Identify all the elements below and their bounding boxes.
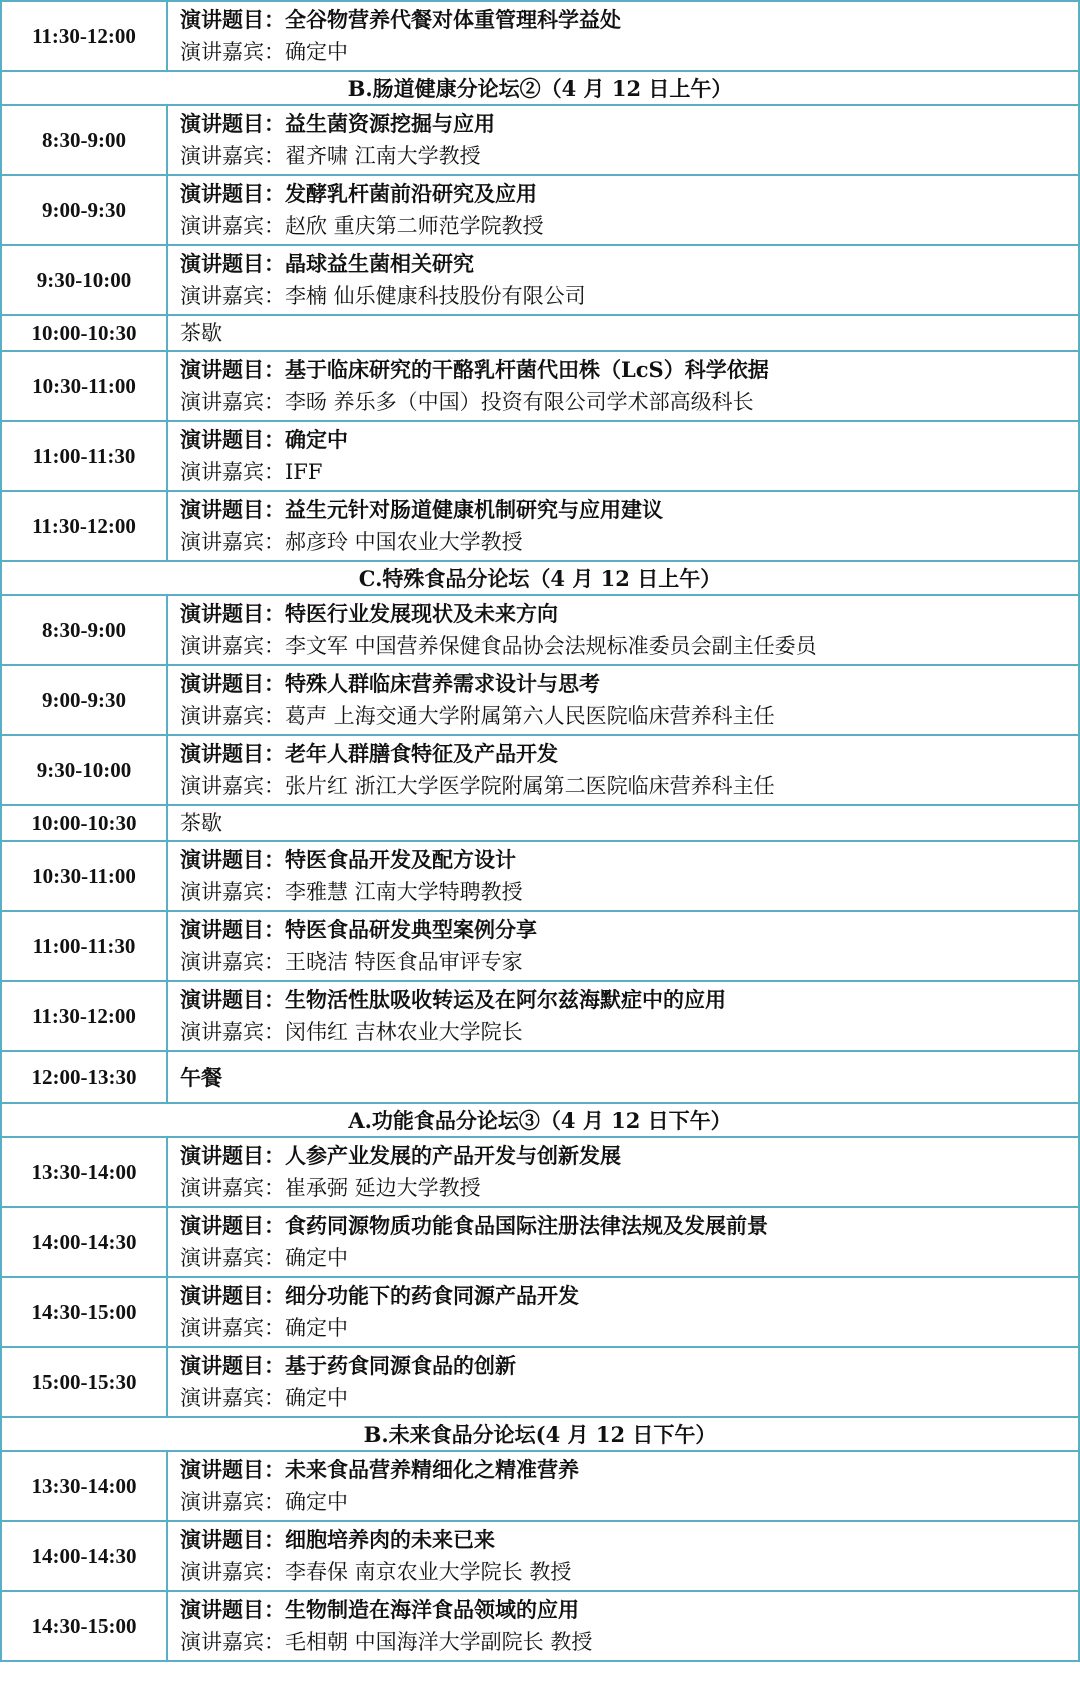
talk-speaker: 郝彦玲 中国农业大学教授 [285, 530, 523, 554]
time-slot: 11:30-12:00 [1, 981, 167, 1051]
talk-topic-line [180, 913, 1078, 946]
talk-speaker: 李文军 中国营养保健食品协会法规标准委员会副主任委员 [285, 634, 817, 658]
talk-speaker: 李雅慧 江南大学特聘教授 [285, 880, 523, 904]
talk-details [167, 245, 1079, 315]
talk-topic: 生物制造在海洋食品领域的应用 [285, 1597, 579, 1622]
lunch-row [1, 1051, 1079, 1103]
talk-topic-line [180, 247, 1078, 280]
talk-speaker: IFF [285, 460, 323, 484]
talk-speaker-line [180, 140, 1078, 173]
section-title: B.未来食品分论坛(4 月 12 日下午） [1, 1417, 1079, 1451]
talk-speaker: 李旸 养乐多（中国）投资有限公司学术部高级科长 [285, 390, 754, 414]
talk-row [1, 735, 1079, 805]
speaker-label: 演讲嘉宾： [180, 1020, 285, 1044]
topic-label: 演讲题目： [180, 601, 285, 626]
talk-row [1, 1207, 1079, 1277]
talk-speaker: 赵欣 重庆第二师范学院教授 [285, 214, 544, 238]
talk-topic-line [180, 493, 1078, 526]
speaker-label: 演讲嘉宾： [180, 1246, 285, 1270]
talk-row [1, 421, 1079, 491]
topic-label: 演讲题目： [180, 1143, 285, 1168]
time-slot: 10:30-11:00 [1, 841, 167, 911]
talk-speaker: 闵伟红 吉林农业大学院长 [285, 1020, 523, 1044]
talk-topic: 确定中 [285, 427, 348, 452]
talk-topic: 老年人群膳食特征及产品开发 [285, 741, 558, 766]
time-slot: 13:30-14:00 [1, 1451, 167, 1521]
talk-speaker-line [180, 1016, 1078, 1049]
talk-details [167, 1277, 1079, 1347]
time-slot: 9:30-10:00 [1, 735, 167, 805]
time-slot: 10:00-10:30 [1, 805, 167, 841]
talk-details [167, 1207, 1079, 1277]
topic-label: 演讲题目： [180, 497, 285, 522]
talk-speaker-line [180, 1312, 1078, 1345]
time-slot: 15:00-15:30 [1, 1347, 167, 1417]
topic-label: 演讲题目： [180, 427, 285, 452]
topic-label: 演讲题目： [180, 1527, 285, 1552]
time-slot: 8:30-9:00 [1, 105, 167, 175]
topic-label: 演讲题目： [180, 1597, 285, 1622]
talk-speaker-line [180, 526, 1078, 559]
talk-details [167, 981, 1079, 1051]
section-header-row [1, 1417, 1079, 1451]
talk-details [167, 421, 1079, 491]
talk-speaker-line [180, 1382, 1078, 1415]
talk-row [1, 245, 1079, 315]
topic-label: 演讲题目： [180, 7, 285, 32]
talk-speaker: 确定中 [285, 1386, 348, 1410]
talk-topic: 特医行业发展现状及未来方向 [285, 601, 558, 626]
section-header-row [1, 71, 1079, 105]
talk-details [167, 1521, 1079, 1591]
topic-label: 演讲题目： [180, 1213, 285, 1238]
talk-topic-line [180, 1523, 1078, 1556]
talk-topic-line [180, 843, 1078, 876]
time-slot: 10:00-10:30 [1, 315, 167, 351]
talk-details [167, 351, 1079, 421]
time-slot: 11:30-12:00 [1, 1, 167, 71]
topic-label: 演讲题目： [180, 917, 285, 942]
topic-label: 演讲题目： [180, 1283, 285, 1308]
talk-speaker-line [180, 876, 1078, 909]
time-slot: 9:30-10:00 [1, 245, 167, 315]
talk-speaker: 李春保 南京农业大学院长 教授 [285, 1560, 572, 1584]
section-title: A.功能食品分论坛③（4 月 12 日下午） [1, 1103, 1079, 1137]
talk-details [167, 1137, 1079, 1207]
speaker-label: 演讲嘉宾： [180, 774, 285, 798]
talk-topic: 晶球益生菌相关研究 [285, 251, 474, 276]
talk-topic-line [180, 1279, 1078, 1312]
talk-topic-line [180, 1209, 1078, 1242]
talk-speaker: 张片红 浙江大学医学院附属第二医院临床营养科主任 [285, 774, 775, 798]
speaker-label: 演讲嘉宾： [180, 1386, 285, 1410]
speaker-label: 演讲嘉宾： [180, 530, 285, 554]
talk-details [167, 1451, 1079, 1521]
talk-details [167, 491, 1079, 561]
topic-label: 演讲题目： [180, 251, 285, 276]
talk-row [1, 981, 1079, 1051]
time-slot: 11:00-11:30 [1, 421, 167, 491]
talk-row [1, 1137, 1079, 1207]
talk-topic: 全谷物营养代餐对体重管理科学益处 [285, 7, 621, 32]
talk-details [167, 175, 1079, 245]
talk-topic-line [180, 1139, 1078, 1172]
speaker-label: 演讲嘉宾： [180, 1560, 285, 1584]
talk-row [1, 491, 1079, 561]
agenda-body [1, 1, 1079, 1661]
talk-details [167, 1591, 1079, 1661]
talk-row [1, 351, 1079, 421]
talk-speaker: 李楠 仙乐健康科技股份有限公司 [285, 284, 586, 308]
talk-topic-line [180, 177, 1078, 210]
talk-topic: 食药同源物质功能食品国际注册法律法规及发展前景 [285, 1213, 768, 1238]
talk-row [1, 1277, 1079, 1347]
talk-row [1, 911, 1079, 981]
talk-topic-line [180, 1593, 1078, 1626]
lunch-cell [167, 1051, 1079, 1103]
talk-row [1, 105, 1079, 175]
talk-topic: 细分功能下的药食同源产品开发 [285, 1283, 579, 1308]
talk-speaker-line [180, 280, 1078, 313]
tea-break-label: 茶歇 [180, 320, 222, 345]
talk-speaker-line [180, 700, 1078, 733]
talk-topic-line [180, 983, 1078, 1016]
time-slot: 11:30-12:00 [1, 491, 167, 561]
speaker-label: 演讲嘉宾： [180, 1316, 285, 1340]
talk-topic-line [180, 737, 1078, 770]
talk-topic-line [180, 353, 1078, 386]
talk-speaker: 崔承弼 延边大学教授 [285, 1176, 481, 1200]
talk-topic: 生物活性肽吸收转运及在阿尔兹海默症中的应用 [285, 987, 726, 1012]
speaker-label: 演讲嘉宾： [180, 1490, 285, 1514]
talk-topic-line [180, 1453, 1078, 1486]
speaker-label: 演讲嘉宾： [180, 634, 285, 658]
talk-speaker-line [180, 770, 1078, 803]
topic-label: 演讲题目： [180, 741, 285, 766]
talk-details [167, 105, 1079, 175]
speaker-label: 演讲嘉宾： [180, 1630, 285, 1654]
time-slot: 14:00-14:30 [1, 1207, 167, 1277]
talk-speaker: 确定中 [285, 1316, 348, 1340]
talk-details [167, 735, 1079, 805]
section-header-row [1, 1103, 1079, 1137]
time-slot: 14:30-15:00 [1, 1591, 167, 1661]
talk-speaker-line [180, 1172, 1078, 1205]
tea-break-cell [167, 315, 1079, 351]
talk-topic: 特医食品研发典型案例分享 [285, 917, 537, 942]
talk-topic: 益生元针对肠道健康机制研究与应用建议 [285, 497, 663, 522]
talk-topic-line [180, 3, 1078, 36]
talk-speaker: 翟齐啸 江南大学教授 [285, 144, 481, 168]
tea-break-row [1, 315, 1079, 351]
time-slot: 14:30-15:00 [1, 1277, 167, 1347]
talk-topic: 未来食品营养精细化之精准营养 [285, 1457, 579, 1482]
talk-details [167, 841, 1079, 911]
talk-details [167, 1, 1079, 71]
talk-topic: 益生菌资源挖掘与应用 [285, 111, 495, 136]
talk-details [167, 911, 1079, 981]
speaker-label: 演讲嘉宾： [180, 40, 285, 64]
talk-speaker-line [180, 1242, 1078, 1275]
talk-row [1, 841, 1079, 911]
speaker-label: 演讲嘉宾： [180, 460, 285, 484]
talk-details [167, 1347, 1079, 1417]
talk-speaker-line [180, 1626, 1078, 1659]
speaker-label: 演讲嘉宾： [180, 704, 285, 728]
tea-break-label: 茶歇 [180, 810, 222, 835]
talk-row [1, 665, 1079, 735]
talk-topic: 发酵乳杆菌前沿研究及应用 [285, 181, 537, 206]
topic-label: 演讲题目： [180, 181, 285, 206]
talk-topic-line [180, 597, 1078, 630]
tea-break-row [1, 805, 1079, 841]
talk-topic: 特殊人群临床营养需求设计与思考 [285, 671, 600, 696]
time-slot: 8:30-9:00 [1, 595, 167, 665]
time-slot: 9:00-9:30 [1, 175, 167, 245]
speaker-label: 演讲嘉宾： [180, 144, 285, 168]
talk-topic-line [180, 1349, 1078, 1382]
topic-label: 演讲题目： [180, 1353, 285, 1378]
time-slot: 13:30-14:00 [1, 1137, 167, 1207]
talk-row [1, 1451, 1079, 1521]
speaker-label: 演讲嘉宾： [180, 1176, 285, 1200]
talk-topic-line [180, 107, 1078, 140]
talk-speaker-line [180, 1556, 1078, 1589]
talk-speaker: 确定中 [285, 1490, 348, 1514]
talk-speaker: 毛相朝 中国海洋大学副院长 教授 [285, 1630, 593, 1654]
talk-speaker: 葛声 上海交通大学附属第六人民医院临床营养科主任 [285, 704, 775, 728]
talk-topic: 细胞培养肉的未来已来 [285, 1527, 495, 1552]
talk-row [1, 1591, 1079, 1661]
talk-row [1, 1347, 1079, 1417]
time-slot: 11:00-11:30 [1, 911, 167, 981]
speaker-label: 演讲嘉宾： [180, 390, 285, 414]
time-slot: 14:00-14:30 [1, 1521, 167, 1591]
talk-speaker: 确定中 [285, 40, 348, 64]
talk-speaker-line [180, 36, 1078, 69]
talk-speaker-line [180, 946, 1078, 979]
topic-label: 演讲题目： [180, 357, 285, 382]
talk-details [167, 665, 1079, 735]
talk-row [1, 595, 1079, 665]
talk-speaker-line [180, 1486, 1078, 1519]
time-slot: 12:00-13:30 [1, 1051, 167, 1103]
talk-topic-line [180, 667, 1078, 700]
topic-label: 演讲题目： [180, 111, 285, 136]
talk-topic: 特医食品开发及配方设计 [285, 847, 516, 872]
talk-topic: 基于临床研究的干酪乳杆菌代田株（LcS）科学依据 [285, 357, 769, 382]
section-header-row [1, 561, 1079, 595]
tea-break-cell [167, 805, 1079, 841]
speaker-label: 演讲嘉宾： [180, 880, 285, 904]
talk-topic: 基于药食同源食品的创新 [285, 1353, 516, 1378]
talk-speaker-line [180, 456, 1078, 489]
talk-details [167, 595, 1079, 665]
talk-speaker: 王晓洁 特医食品审评专家 [285, 950, 523, 974]
talk-speaker-line [180, 210, 1078, 243]
talk-speaker-line [180, 630, 1078, 663]
topic-label: 演讲题目： [180, 987, 285, 1012]
talk-speaker: 确定中 [285, 1246, 348, 1270]
lunch-label: 午餐 [180, 1064, 222, 1090]
time-slot: 9:00-9:30 [1, 665, 167, 735]
speaker-label: 演讲嘉宾： [180, 950, 285, 974]
speaker-label: 演讲嘉宾： [180, 214, 285, 238]
talk-speaker-line [180, 386, 1078, 419]
topic-label: 演讲题目： [180, 671, 285, 696]
talk-topic-line [180, 423, 1078, 456]
section-title: C.特殊食品分论坛（4 月 12 日上午） [1, 561, 1079, 595]
talk-row [1, 1, 1079, 71]
talk-row [1, 175, 1079, 245]
time-slot: 10:30-11:00 [1, 351, 167, 421]
topic-label: 演讲题目： [180, 847, 285, 872]
talk-topic: 人参产业发展的产品开发与创新发展 [285, 1143, 621, 1168]
topic-label: 演讲题目： [180, 1457, 285, 1482]
section-title: B.肠道健康分论坛②（4 月 12 日上午） [1, 71, 1079, 105]
talk-row [1, 1521, 1079, 1591]
speaker-label: 演讲嘉宾： [180, 284, 285, 308]
